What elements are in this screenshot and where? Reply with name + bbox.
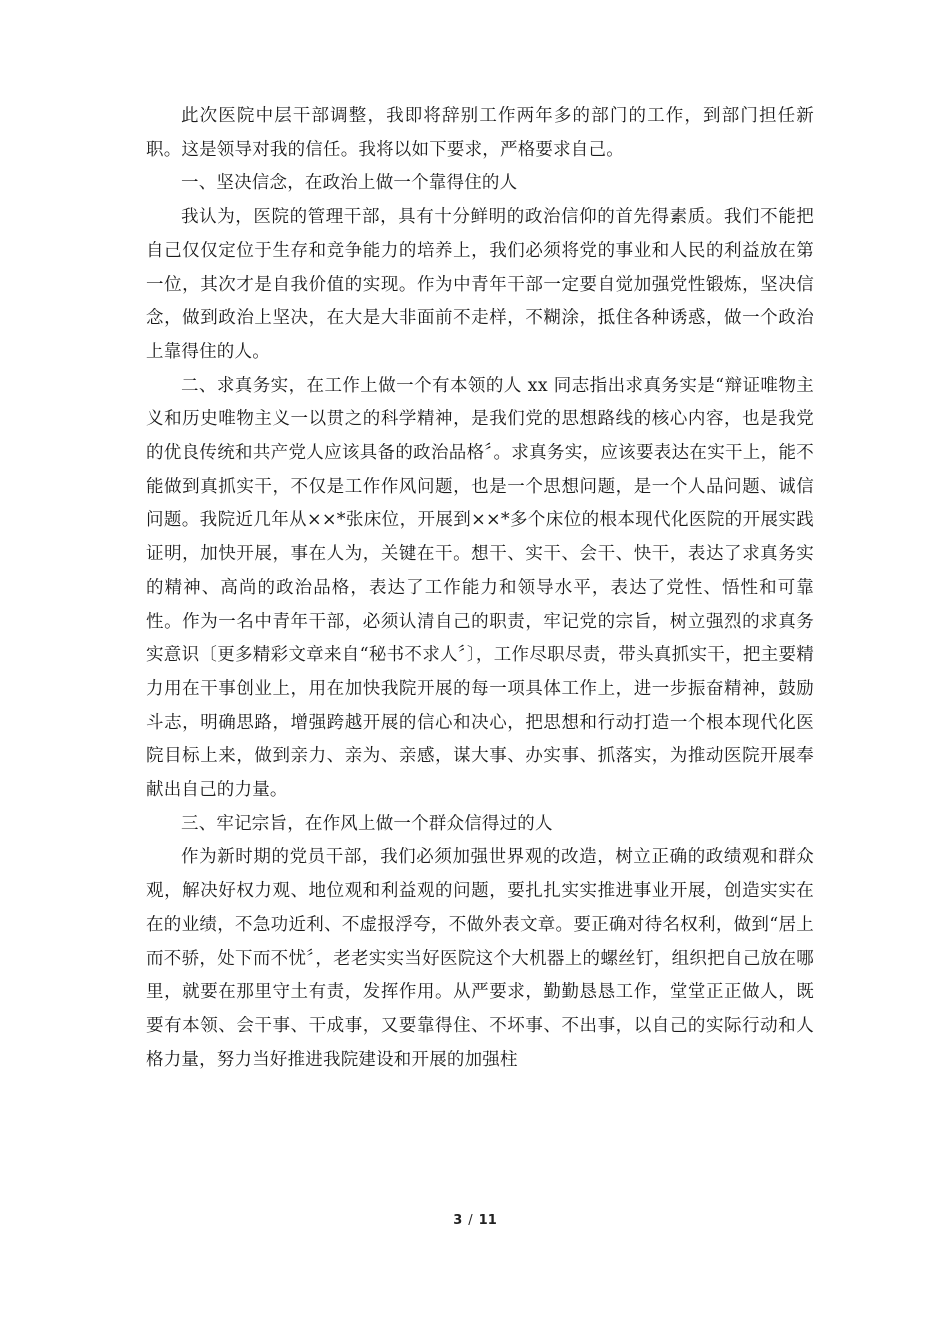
section-3-paragraph: 作为新时期的党员干部，我们必须加强世界观的改造，树立正确的政绩观和群众观，解决好权力观、地位观和利益观的问题，要扎扎实实推进事业开展，创造实实在在的业绩，不急功近利、不虚报浮夸，不做外表文章。要正确对待名权利，做到“居上而不骄，处下而不忧〞，老老实实当好医院这个大机器上的螺丝钉，组织把自己放在哪里，就要在那里守土有责，发挥作用。从严要求，勤勤恳恳工作，堂堂正正做人，既要有本领、会干事、干成事，又要靠得住、不坏事、不出事，以自己的实际行动和人格力量，努力当好推进我院建设和开展的加强柱: [146, 847, 814, 1070]
intro-paragraph: 此次医院中层干部调整，我即将辞别工作两年多的部门的工作，到部门担任新职。这是领导对我的信任。我将以如下要求，严格要求自己。: [146, 106, 814, 160]
section-2-paragraph: 二、求真务实，在工作上做一个有本领的人 xx 同志指出求真务实是“辩证唯物主义和历史唯物主义一以贯之的科学精神，是我们党的思想路线的核心内容，也是我党的优良传统和共产党人应该具备的政治品格〞。求真务实，应该要表达在实干上，能不能做到真抓实干，不仅是工作作风问题，也是一个思想问题，是一个人品问题、诚信问题。我院近几年从××*张床位，开展到××*多个床位的根本现代化医院的开展实践证明，加快开展，事在人为，关键在干。想干、实干、会干、快干，表达了求真务实的精神、高尚的政治品格，表达了工作能力和领导水平，表达了党性、悟性和可靠性。作为一名中青年干部，必须认清自己的职责，牢记党的宗旨，树立强烈的求真务实意识〔更多精彩文章来自“秘书不求人〞〕，工作尽职尽责，带头真抓实干，把主要精力用在干事创业上，用在加快我院开展的每一项具体工作上，进一步振奋精神，鼓励斗志，明确思路，增强跨越开展的信心和决心，把思想和行动打造一个根本现代化医院目标上来，做到亲力、亲为、亲感，谋大事、办实事、抓落实，为推动医院开展奉献出自己的力量。: [146, 375, 814, 801]
section-heading-3: 三、牢记宗旨，在作风上做一个群众信得过的人: [181, 813, 553, 834]
current-page: 3: [453, 1213, 463, 1228]
page-number: [0, 1213, 950, 1228]
section-heading-1: 一、坚决信念，在政治上做一个靠得住的人: [181, 173, 518, 194]
section-1-paragraph: 我认为，医院的管理干部，具有十分鲜明的政治信仰的首先得素质。我们不能把自己仅仅定位于生存和竞争能力的培养上，我们必须将党的事业和人民的利益放在第一位，其次才是自我价值的实现。作为中青年干部一定要自觉加强党性锻炼，坚决信念，做到政治上坚决，在大是大非面前不走样，不糊涂，抵住各种诱惑，做一个政治上靠得住的人。: [146, 207, 814, 362]
document-body: [146, 100, 814, 1077]
total-pages: 11: [478, 1213, 497, 1228]
page-separator: /: [468, 1213, 473, 1228]
